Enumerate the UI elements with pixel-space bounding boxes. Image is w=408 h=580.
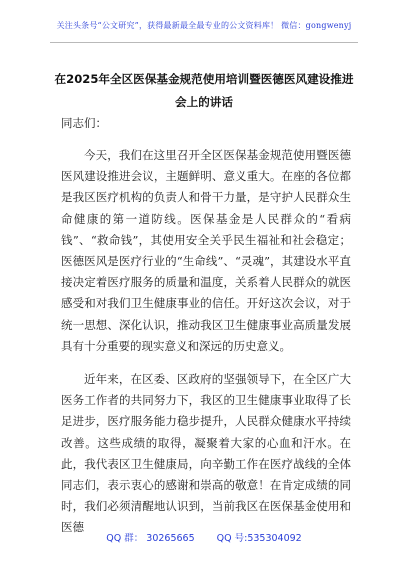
footer-qq-group: QQ 群： 30265665 <box>106 533 195 544</box>
footer <box>0 530 408 544</box>
document-title: 在2025年全区医保基金规范使用培训暨医德医风建设推进会上的讲话 <box>54 72 354 109</box>
header-banner: 关注头条号“公文研究”，获得最新最全最专业的公文资料库！ 微信：gongwenyj <box>56 21 352 30</box>
document-body <box>61 145 351 551</box>
footer-qq-number: QQ 号:535304092 <box>216 533 302 544</box>
header-divider <box>50 42 358 43</box>
salutation: 同志们： <box>61 116 107 130</box>
body-paragraph: 今天，我们在这里召开全区医保基金规范使用暨医德医风建设推进会议，主题鲜明、意义重大。在座的各位都是我区医疗机构的负责人和骨干力量，是守护人民群众生命健康的第一道防线。医保基金是人民群众的“看病钱”、“救命钱”，其使用安全关乎民生福祉和社会稳定；医德医风是医疗行业的“生命线”、“灵魂”，其建设水平直接决定着医疗服务的质量和温度，关系着人民群众的就医感受和对我们卫生健康事业的信任。开好这次会议，对于统一思想、深化认识，推动我区卫生健康事业高质量发展具有十分重要的现实意义和深远的历史意义。 <box>61 148 351 353</box>
body-paragraph: 近年来，在区委、区政府的坚强领导下，在全区广大医务工作者的共同努力下，我区的卫生健康事业取得了长足进步，医疗服务能力稳步提升，人民群众健康水平持续改善。这些成绩的取得，凝聚着大家的心血和汗水。在此，我代表区卫生健康局，向辛勤工作在医疗战线的全体同志们，表示衷心的感谢和崇高的敬意！在肯定成绩的同时，我们必须清醒地认识到，当前我区在医保基金使用和医德 <box>61 372 351 535</box>
